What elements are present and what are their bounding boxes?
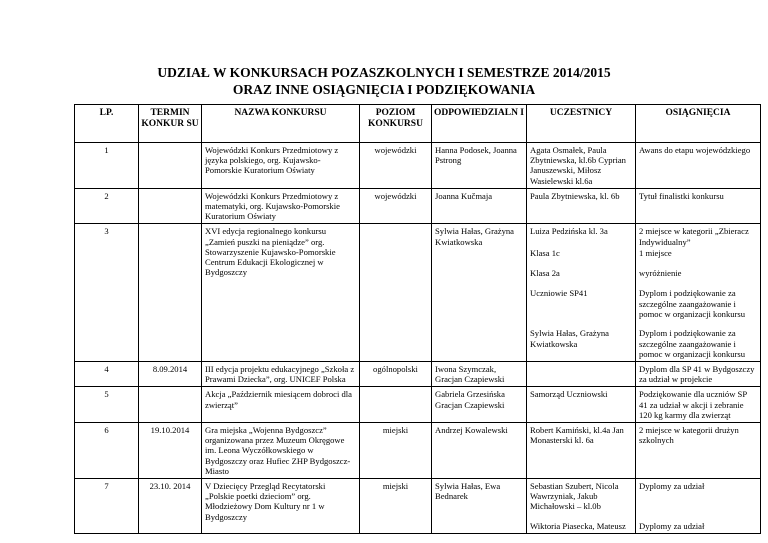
header-poziom: POZIOM KONKURSU [360, 105, 432, 143]
cell-poziom: ogólnopolski [360, 362, 432, 387]
sub-osiagniecie: Dyplom i podziękowanie za szczególne zaangażowanie i pomoc w organizacji konkursu [639, 328, 746, 359]
cell-nazwa: Wojewódzki Konkurs Przedmiotowy z matematyki, org. Kujawsko-Pomorskie Kuratorium Oświaty [202, 188, 360, 224]
sub-osiagniecie: 1 miejsce [639, 248, 672, 259]
table-row [75, 362, 761, 387]
cell-lp: 5 [75, 387, 139, 423]
header-odpowiedzialni: ODPOWIEDZIALN I [432, 105, 527, 143]
sub-uczestnik: Wiktoria Piasecka, Mateusz [530, 521, 626, 532]
cell-uczestnicy: Agata Osmałek, Paula Zbytniewska, kl.6b Cyprian Januszewski, Miłosz Wasielewski kl.6a [527, 143, 636, 189]
cell-lp: 2 [75, 188, 139, 224]
cell-nazwa: Akcja „Październik miesiącem dobroci dla zwierząt” [202, 387, 360, 423]
table-row [75, 479, 761, 534]
cell-termin [139, 224, 202, 362]
cell-nazwa: V Dziecięcy Przegląd Recytatorski „Polskie poetki dzieciom” org. Młodzieżowy Dom Kultury nr 1 w Bydgoszczy [202, 479, 360, 534]
cell-lp: 7 [75, 479, 139, 534]
cell-uczestnicy [527, 224, 636, 362]
cell-uczestnicy: Paula Zbytniewska, kl. 6b [527, 188, 636, 224]
header-termin: TERMIN KONKUR SU [139, 105, 202, 143]
cell-poziom [360, 387, 432, 423]
header-lp: LP. [75, 105, 139, 143]
cell-nazwa: Wojewódzki Konkurs Przedmiotowy z języka polskiego, org. Kujawsko-Pomorskie Kuratorium Oświaty [202, 143, 360, 189]
cell-odpowiedzialni: Andrzej Kowalewski [432, 423, 527, 479]
sub-uczestnik: Klasa 1c [530, 248, 560, 259]
cell-lp: 3 [75, 224, 139, 362]
header-nazwa: NAZWA KONKURSU [202, 105, 360, 143]
table-row [75, 188, 761, 224]
document-title-line1: UDZIAŁ W KONKURSACH POZASZKOLNYCH I SEMESTRZE 2014/2015 [157, 65, 611, 80]
cell-lp: 4 [75, 362, 139, 387]
cell-poziom: miejski [360, 423, 432, 479]
cell-termin [139, 387, 202, 423]
cell-odpowiedzialni: Sylwia Hałas, Ewa Bednarek [432, 479, 527, 534]
sub-osiagniecie: 2 miejsce w kategorii „Zbieracz Indywidualny” [639, 226, 749, 247]
cell-osiagniecia: Dyplom dla SP 41 w Bydgoszczy za udział w projekcie [636, 362, 761, 387]
cell-termin [139, 143, 202, 189]
cell-uczestnicy: Samorząd Uczniowski [527, 387, 636, 423]
table-row [75, 143, 761, 189]
cell-uczestnicy [527, 479, 636, 534]
table-header-row [75, 105, 761, 143]
sub-uczestnik: Luiza Pedzińska kl. 3a [530, 226, 608, 237]
cell-termin: 19.10.2014 [139, 423, 202, 479]
cell-termin: 23.10. 2014 [139, 479, 202, 534]
contest-table [74, 104, 761, 534]
cell-poziom: miejski [360, 479, 432, 534]
sub-uczestnik: Sebastian Szubert, Nicola Wawrzyniak, Jakub Michałowski – kl.0b [530, 481, 619, 512]
document-title-line2: ORAZ INNE OSIĄGNIĘCIA I PODZIĘKOWANIA [232, 82, 536, 97]
cell-lp: 1 [75, 143, 139, 189]
table-row [75, 423, 761, 479]
cell-osiagniecia: Podziękowanie dla uczniów SP 41 za udział w akcji i zebranie 120 kg karmy dla zwierząt [636, 387, 761, 423]
sub-osiagniecie: Dyplom i podziękowanie za szczególne zaangażowanie i pomoc w organizacji konkursu [639, 288, 746, 319]
cell-poziom [360, 224, 432, 362]
cell-osiagniecia [636, 479, 761, 534]
sub-uczestnik: Sylwia Hałas, Grażyna Kwiatkowska [530, 328, 609, 349]
header-uczestnicy: UCZESTNICY [527, 105, 636, 143]
cell-poziom: wojewódzki [360, 143, 432, 189]
cell-odpowiedzialni: Iwona Szymczak, Gracjan Czapiewski [432, 362, 527, 387]
cell-odpowiedzialni: Joanna Kučmaja [432, 188, 527, 224]
cell-odpowiedzialni: Gabriela Grzesińska Gracjan Czapiewski [432, 387, 527, 423]
cell-uczestnicy [527, 362, 636, 387]
cell-nazwa: Gra miejska „Wojenna Bydgoszcz” organizowana przez Muzeum Okręgowe im. Leona Wyczółkowskiego w Bydgoszczy oraz Hufiec ZHP Bydgoszcz-Miasto [202, 423, 360, 479]
cell-odpowiedzialni: Sylwia Hałas, Grażyna Kwiatkowska [432, 224, 527, 362]
cell-osiagniecia: 2 miejsce w kategorii drużyn szkolnych [636, 423, 761, 479]
sub-uczestnik: Uczniowie SP41 [530, 288, 588, 299]
sub-osiagniecie: Dyplomy za udział [639, 481, 705, 492]
cell-termin [139, 188, 202, 224]
cell-osiagniecia: Awans do etapu wojewódzkiego [636, 143, 761, 189]
cell-osiagniecia: Tytuł finalistki konkursu [636, 188, 761, 224]
table-row [75, 387, 761, 423]
cell-nazwa: XVI edycja regionalnego konkursu „Zamień puszki na pieniądze” org. Stowarzyszenie Kujawsko-Pomorskie Centrum Edukacji Ekologicznej w Bydgoszczy [202, 224, 360, 362]
table-row [75, 224, 761, 362]
sub-uczestnik: Klasa 2a [530, 268, 560, 279]
cell-odpowiedzialni: Hanna Podosek, Joanna Pstrong [432, 143, 527, 189]
cell-poziom: wojewódzki [360, 188, 432, 224]
cell-uczestnicy: Robert Kamiński, kl.4a Jan Monasterski kl. 6a [527, 423, 636, 479]
header-osiagniecia: OSIĄGNIĘCIA [636, 105, 761, 143]
cell-nazwa: III edycja projektu edukacyjnego „Szkoła z Prawami Dziecka”, org. UNICEF Polska [202, 362, 360, 387]
sub-osiagniecie: wyróżnienie [639, 268, 682, 279]
cell-termin: 8.09.2014 [139, 362, 202, 387]
cell-lp: 6 [75, 423, 139, 479]
sub-osiagniecie: Dyplomy za udział [639, 521, 705, 532]
cell-osiagniecia [636, 224, 761, 362]
